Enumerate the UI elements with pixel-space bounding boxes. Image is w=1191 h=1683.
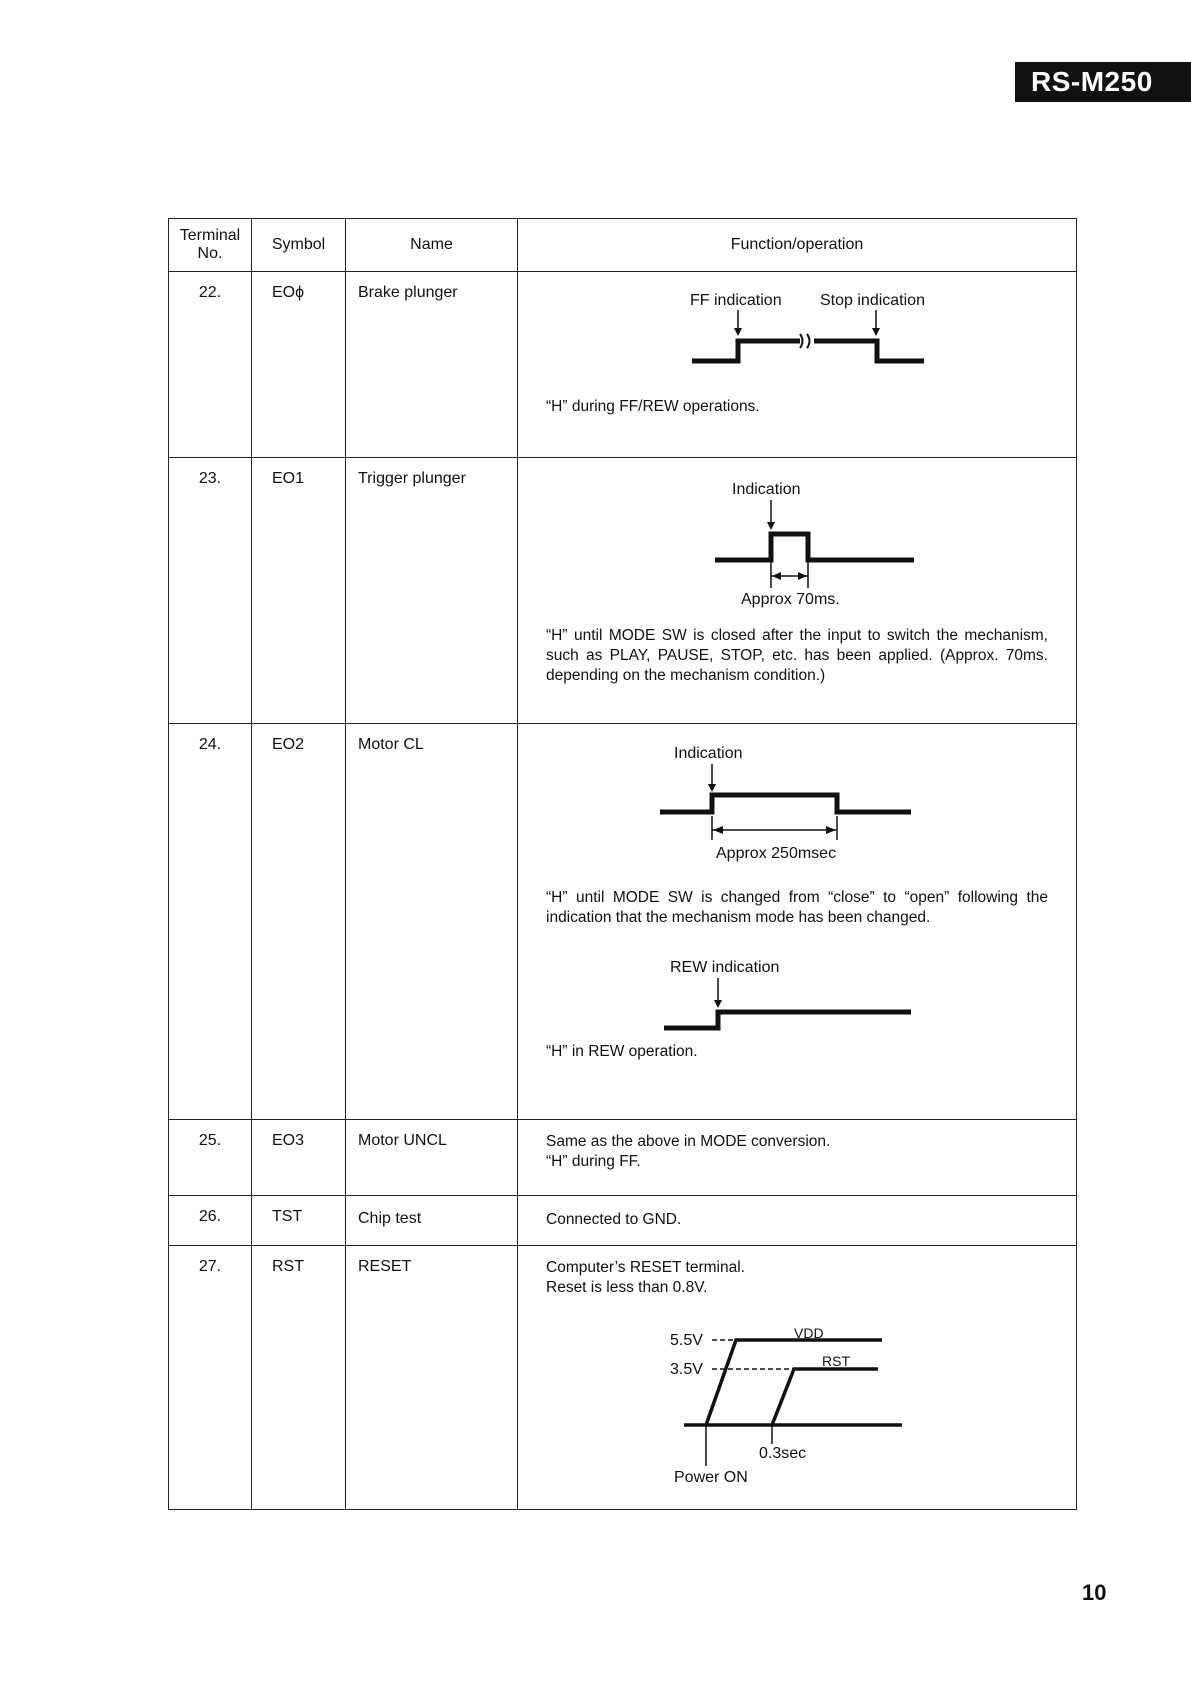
waveform-reset: [546, 1298, 1046, 1498]
function-text-2: Reset is less than 0.8V.: [546, 1279, 708, 1296]
wave-label: FF indication: [690, 292, 782, 309]
wave-label: Power ON: [674, 1469, 748, 1486]
terminal-name: Brake plunger: [346, 272, 518, 458]
wave-label: 5.5V: [670, 1332, 703, 1349]
function-text: Same as the above in MODE conversion.: [546, 1133, 831, 1150]
wave-label: Stop indication: [820, 292, 925, 309]
terminal-symbol: EO3: [252, 1120, 346, 1196]
table-row: [169, 272, 1077, 458]
model-badge: RS-M250: [1015, 62, 1191, 102]
terminal-symbol: TST: [252, 1196, 346, 1246]
terminal-function: [518, 272, 1077, 458]
terminal-no: 26.: [169, 1196, 252, 1246]
table-row: [169, 1246, 1077, 1510]
wave-label: Indication: [674, 745, 743, 762]
header-name: Name: [346, 219, 518, 272]
waveform-trigger-plunger: [546, 458, 1046, 626]
terminal-no: 27.: [169, 1246, 252, 1510]
terminal-name: Trigger plunger: [346, 458, 518, 724]
terminal-table: [168, 218, 1077, 1510]
wave-label: Indication: [732, 481, 801, 498]
function-text: Connected to GND.: [546, 1211, 682, 1228]
function-text-2: “H” during FF.: [546, 1153, 641, 1170]
waveform-rew: [546, 928, 1046, 1042]
terminal-no: 22.: [169, 272, 252, 458]
table-row: [169, 1196, 1077, 1246]
wave-label: REW indication: [670, 959, 780, 976]
header-terminal-no: Terminal No.: [169, 219, 252, 272]
function-text: Computer’s RESET terminal.: [546, 1259, 745, 1276]
page-number: 10: [1082, 1580, 1107, 1605]
wave-label: 0.3sec: [759, 1445, 807, 1462]
waveform-motor-cl: [546, 724, 1046, 888]
terminal-no: 24.: [169, 724, 252, 1120]
terminal-function: [518, 1120, 1077, 1196]
table-header-row: [169, 219, 1077, 272]
terminal-name: Chip test: [346, 1196, 518, 1246]
wave-label: Approx 250msec: [716, 845, 837, 862]
terminal-symbol: EO1: [252, 458, 346, 724]
wave-label: 3.5V: [670, 1361, 703, 1378]
function-text-2: “H” in REW operation.: [546, 1043, 698, 1060]
terminal-name: Motor CL: [346, 724, 518, 1120]
terminal-function: [518, 1246, 1077, 1510]
function-text: “H” during FF/REW operations.: [546, 398, 760, 415]
terminal-function: [518, 458, 1077, 724]
terminal-symbol: EO2: [252, 724, 346, 1120]
terminal-name: RESET: [346, 1246, 518, 1510]
function-text: “H” until MODE SW is closed after the input to switch the mechanism, such as PLAY, PAUSE, STOP, etc. has been applied. (Approx. 70ms. depending on the mechanism condition.): [546, 627, 1048, 684]
waveform-brake-plunger: [546, 272, 1046, 397]
terminal-symbol: EOϕ: [252, 272, 346, 458]
wave-label: VDD: [794, 1325, 824, 1341]
function-text: “H” until MODE SW is changed from “close” to “open” following the indication that the mechanism mode has been changed.: [546, 889, 1048, 926]
header-function: Function/operation: [518, 219, 1077, 272]
wave-label: Approx 70ms.: [741, 591, 840, 608]
wave-label: RST: [822, 1353, 850, 1369]
terminal-name: Motor UNCL: [346, 1120, 518, 1196]
table-row: [169, 1120, 1077, 1196]
terminal-function: [518, 1196, 1077, 1246]
terminal-symbol: RST: [252, 1246, 346, 1510]
terminal-no: 23.: [169, 458, 252, 724]
table-row: [169, 458, 1077, 724]
table-row: [169, 724, 1077, 1120]
terminal-no: 25.: [169, 1120, 252, 1196]
terminal-function: [518, 724, 1077, 1120]
header-symbol: Symbol: [252, 219, 346, 272]
